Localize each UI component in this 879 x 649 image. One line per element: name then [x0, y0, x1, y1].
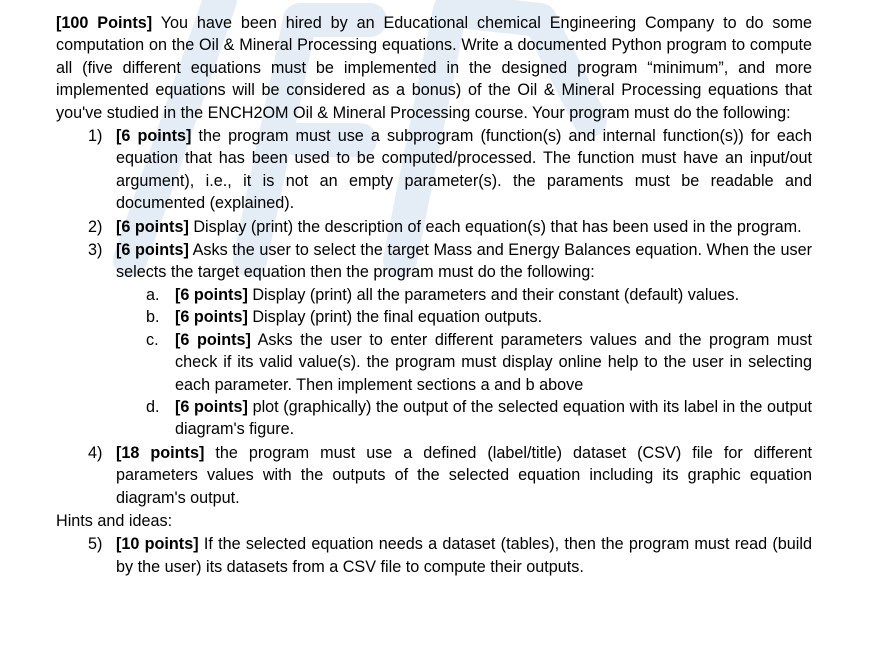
item-body: Asks the user to select the target Mass and Energy Balances equation. When the user selects the target equation then the program must do the following: [116, 241, 812, 282]
sub-requirement-item [116, 306, 812, 328]
sub-item-body: plot (graphically) the output of the selected equation with its label in the output diagram's figure. [175, 397, 812, 439]
requirement-item [56, 125, 812, 215]
sub-requirement-item [116, 329, 812, 396]
sub-item-points: [6 points] [175, 285, 248, 304]
item-points: [10 points] [116, 535, 199, 554]
item-text [116, 533, 812, 578]
hints-list [56, 533, 812, 578]
item-number: 2) [88, 217, 103, 236]
item-points: [6 points] [116, 241, 189, 260]
hint-item [56, 533, 812, 578]
item-text [116, 239, 812, 284]
requirement-item [56, 239, 812, 441]
item-body: Display (print) the description of each equation(s) that has been used in the program. [188, 217, 802, 236]
sub-item-body: Display (print) all the parameters and their constant (default) values. [247, 285, 740, 304]
hints-heading: Hints and ideas: [56, 511, 173, 530]
item-body: the program must use a defined (label/title) dataset (CSV) file for different parameters values with the outputs of the selected equation including its graphic equation diagram's output. [116, 443, 812, 507]
item-number: 5) [88, 535, 103, 554]
sub-item-points: [6 points] [175, 397, 248, 416]
sub-item-points: [6 points] [175, 308, 248, 327]
sub-item-body: Asks the user to enter different parameters values and the program must check if its valid value(s). the program must display online help to the user in selecting each parameter. Then implement sections a and b above [175, 330, 812, 394]
sub-item-letter: d. [146, 397, 160, 416]
item-body: the program must use a subprogram (function(s) and internal function(s)) for each equation that has been used to be computed/processed. The function must have an input/out argument), i.e., it is not an empty parameter(s). the paraments must be readable and documented (explained). [116, 127, 812, 213]
sub-item-letter: a. [146, 285, 160, 304]
requirement-item [56, 442, 812, 509]
assignment-document [56, 12, 812, 578]
item-text [116, 442, 812, 509]
intro-text: You have been hired by an Educational chemical Engineering Company to do some computation on the Oil & Mineral Processing equations. Write a documented Python program to compute all (five different equations must be implemented in the designed program “minimum”, and more implemented equations will be considered as a bonus) of the Oil & Mineral Processing equations that you've studied in the ENCH2OM Oil & Mineral Processing course. Your program must do the following: [56, 14, 812, 122]
sub-requirements-list [116, 284, 812, 441]
sub-item-body: Display (print) the final equation outputs. [247, 308, 543, 327]
intro-paragraph [56, 12, 812, 124]
item-points: [6 points] [116, 217, 189, 236]
item-points: [6 points] [116, 127, 192, 146]
item-points: [18 points] [116, 443, 205, 462]
total-points: [100 Points] [56, 14, 153, 32]
item-body: If the selected equation needs a dataset (tables), then the program must read (build by the user) its datasets from a CSV file to compute their outputs. [116, 535, 812, 576]
requirement-item [56, 216, 812, 238]
requirements-list [56, 125, 812, 509]
sub-item-letter: c. [146, 330, 159, 349]
sub-item-letter: b. [146, 308, 160, 327]
item-number: 1) [88, 127, 103, 146]
item-number: 4) [88, 443, 103, 462]
item-text [116, 216, 812, 238]
sub-item-points: [6 points] [175, 330, 251, 349]
item-number: 3) [88, 241, 103, 260]
item-text [116, 125, 812, 215]
sub-requirement-item [116, 284, 812, 306]
sub-requirement-item [116, 396, 812, 441]
